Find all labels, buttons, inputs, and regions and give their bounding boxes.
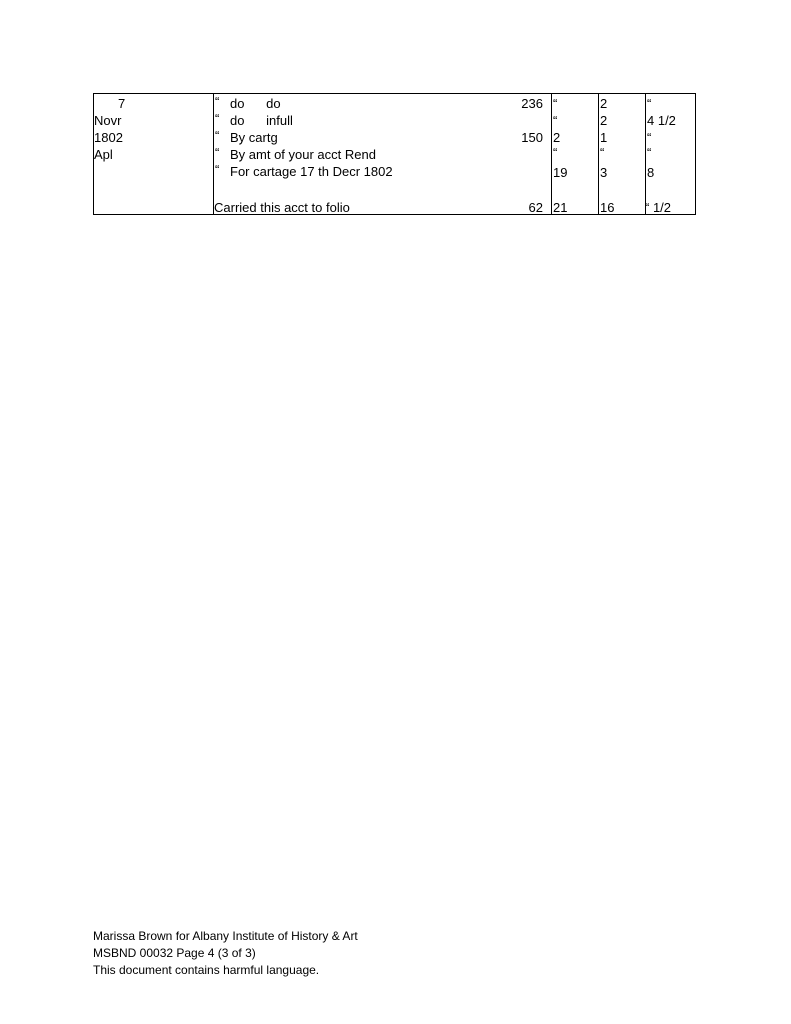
ditto-mark: “ — [215, 94, 220, 109]
row-date: 1802 — [94, 130, 123, 145]
row-shillings: 16 — [600, 200, 615, 215]
row-shillings: 1 — [600, 130, 608, 145]
ditto-mark: “ — [215, 111, 220, 126]
ditto-mark: “ — [215, 162, 220, 177]
footer-notice: This document contains harmful language. — [93, 963, 320, 977]
row-date: 7 — [118, 96, 126, 111]
row-entry: do do — [230, 96, 281, 111]
row-shillings: 2 — [600, 113, 608, 128]
row-pounds: 19 — [553, 165, 568, 180]
row-pounds: 2 — [553, 130, 561, 145]
row-amount: 62 — [528, 200, 543, 215]
column-divider-pence — [645, 94, 646, 214]
row-entry: By amt of your acct Rend — [230, 147, 376, 162]
row-entry: For cartage 17 th Decr 1802 — [230, 164, 393, 179]
row-date: Apl — [94, 147, 113, 162]
row-pence: 4 1/2 — [647, 113, 676, 128]
row-pence: “ — [647, 96, 652, 111]
row-pence: 8 — [647, 165, 655, 180]
row-amount: 236 — [521, 96, 543, 111]
document-footer — [93, 928, 693, 979]
row-entry: Carried this acct to folio — [214, 200, 350, 215]
row-date: Novr — [94, 113, 122, 128]
ledger-table — [93, 93, 696, 215]
row-pounds: “ — [553, 145, 558, 160]
row-shillings: “ — [600, 145, 605, 160]
row-shillings: 2 — [600, 96, 608, 111]
row-pence: “ 1/2 — [645, 200, 672, 215]
row-pounds: 21 — [553, 200, 568, 215]
column-divider-shillings — [598, 94, 599, 214]
row-pence: “ — [647, 145, 652, 160]
row-pence: “ — [647, 130, 652, 145]
column-divider-pounds — [551, 94, 552, 214]
footer-reference: MSBND 00032 Page 4 (3 of 3) — [93, 946, 256, 960]
ditto-mark: “ — [215, 128, 220, 143]
row-entry: By cartg — [230, 130, 278, 145]
row-entry: do infull — [230, 113, 293, 128]
column-divider-date — [213, 94, 214, 214]
ditto-mark: “ — [215, 145, 220, 160]
footer-credit: Marissa Brown for Albany Institute of History & Art — [93, 929, 358, 943]
row-pounds: “ — [553, 96, 558, 111]
row-amount: 150 — [521, 130, 543, 145]
row-pounds: “ — [553, 113, 558, 128]
row-shillings: 3 — [600, 165, 608, 180]
